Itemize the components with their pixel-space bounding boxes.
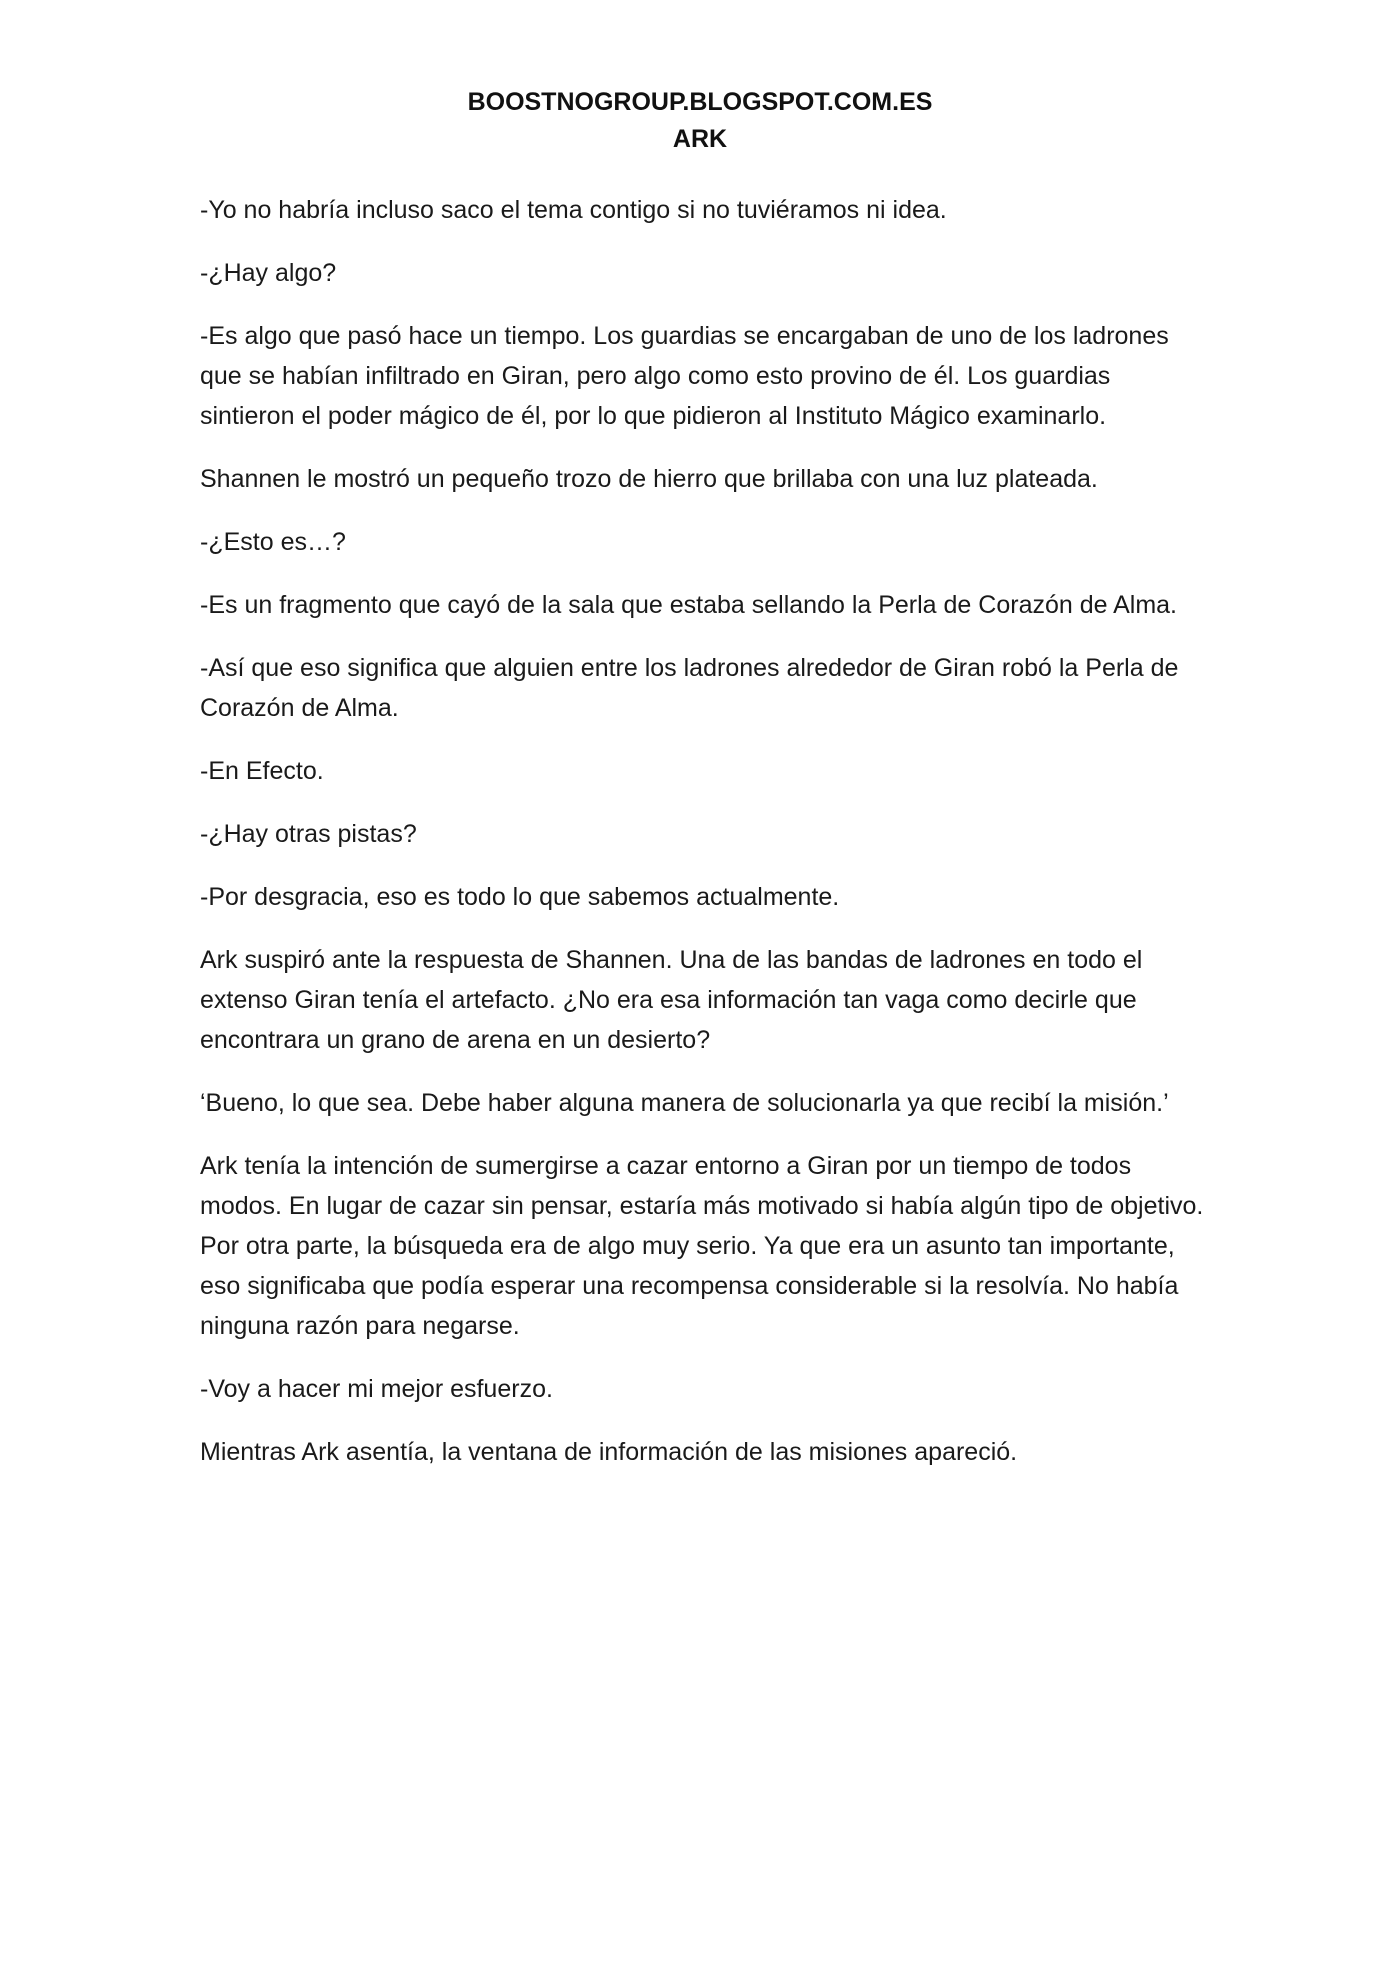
paragraph: ‘Bueno, lo que sea. Debe haber alguna manera de solucionarla ya que recibí la misión.’ [200, 1089, 1169, 1117]
page-header [0, 84, 1400, 158]
paragraph: -Es un fragmento que cayó de la sala que estaba sellando la Perla de Corazón de Alma. [200, 591, 1178, 619]
paragraph: -En Efecto. [200, 757, 324, 785]
paragraph: -Voy a hacer mi mejor esfuerzo. [200, 1375, 553, 1403]
paragraph: Shannen le mostró un pequeño trozo de hierro que brillaba con una luz plateada. [200, 465, 1098, 493]
site-name: BOOSTNOGROUP.BLOGSPOT.COM.ES [467, 88, 933, 116]
book-title: ARK [672, 125, 728, 153]
paragraph: -Por desgracia, eso es todo lo que sabemos actualmente. [200, 883, 840, 911]
document-body [200, 190, 1210, 1495]
paragraph: Ark tenía la intención de sumergirse a cazar entorno a Giran por un tiempo de todos modos. En lugar de cazar sin pensar, estaría más motivado si había algún tipo de objetivo. Por otra parte, la búsqueda era de algo muy serio. Ya que era un asunto tan importante, eso significaba que podía esperar una recompensa considerable si la resolvía. No había ninguna razón para negarse. [200, 1152, 1204, 1340]
paragraph: Ark suspiró ante la respuesta de Shannen. Una de las bandas de ladrones en todo el extenso Giran tenía el artefacto. ¿No era esa información tan vaga como decirle que encontrara un grano de arena en un desierto? [200, 946, 1143, 1054]
paragraph: -Es algo que pasó hace un tiempo. Los guardias se encargaban de uno de los ladrones que se habían infiltrado en Giran, pero algo como esto provino de él. Los guardias sintieron el poder mágico de él, por lo que pidieron al Instituto Mágico examinarlo. [200, 322, 1169, 430]
paragraph: -Yo no habría incluso saco el tema contigo si no tuviéramos ni idea. [200, 196, 947, 224]
paragraph: -Así que eso significa que alguien entre los ladrones alrededor de Giran robó la Perla de Corazón de Alma. [200, 654, 1179, 722]
paragraph: -¿Hay algo? [200, 259, 337, 287]
paragraph: -¿Hay otras pistas? [200, 820, 417, 848]
paragraph: Mientras Ark asentía, la ventana de información de las misiones apareció. [200, 1438, 1018, 1466]
paragraph: -¿Esto es…? [200, 528, 346, 556]
